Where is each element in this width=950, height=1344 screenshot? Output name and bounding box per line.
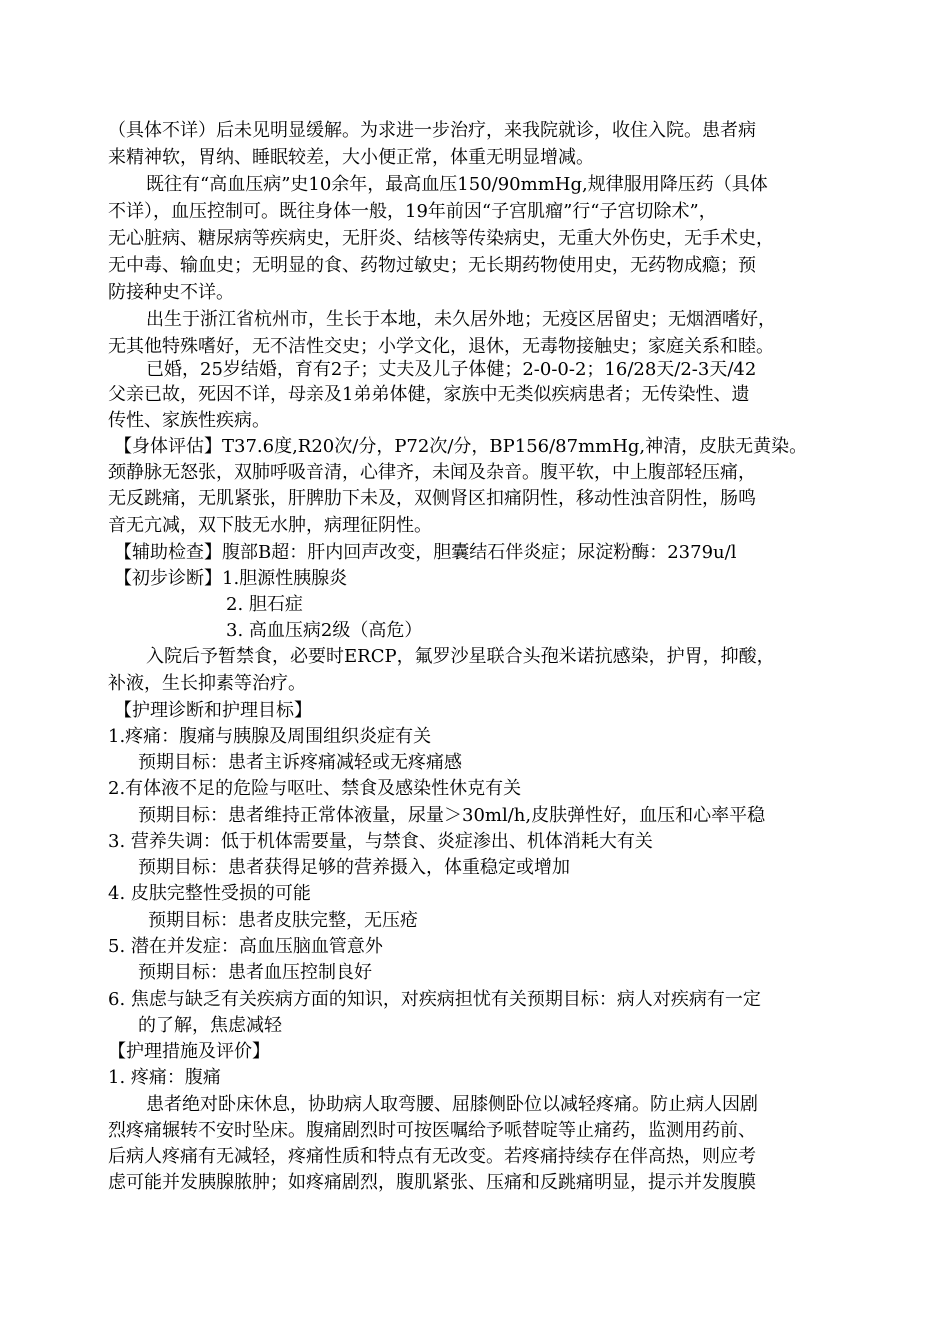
list-item: 6. 焦虑与缺乏有关疾病方面的知识，对疾病担忧有关预期目标：病人对疾病有一定: [108, 989, 761, 1010]
list-item: 1.疼痛：腹痛与胰腺及周围组织炎症有关: [108, 726, 432, 747]
list-item: 1. 疼痛：腹痛: [108, 1067, 221, 1088]
text-line: 传性、家族性疾病。: [108, 410, 270, 431]
text-line: 患者绝对卧床休息，协助病人取弯腰、屈膝侧卧位以减轻疼痛。防止病人因剧: [146, 1094, 758, 1115]
goal-line: 预期目标：患者主诉疼痛减轻或无疼痛感: [138, 752, 462, 773]
goal-line: 预期目标：患者血压控制良好: [138, 962, 372, 983]
goal-line: 预期目标：患者维持正常体液量，尿量＞30ml/h,皮肤弹性好，血压和心率平稳: [138, 805, 766, 826]
text-line: 无其他特殊嗜好，无不洁性交史；小学文化，退休，无毒物接触史；家庭关系和睦。: [108, 336, 774, 357]
text-line: 后病人疼痛有无减轻，疼痛性质和特点有无改变。若疼痛持续存在伴高热，则应考: [108, 1146, 756, 1167]
text-line: 无中毒、输血史；无明显的食、药物过敏史；无长期药物使用史，无药物成瘾；预: [108, 255, 756, 276]
text-line: 既往有“高血压病”史10余年，最高血压150/90mmHg,规律服用降压药（具体: [146, 174, 768, 195]
text-line: 烈疼痛辗转不安时坠床。腹痛剧烈时可按医嘱给予哌替啶等止痛药，监测用药前、: [108, 1120, 756, 1141]
goal-line: 预期目标：患者皮肤完整，无压疮: [148, 910, 418, 931]
section-heading-nursing-diagnosis: 【护理诊断和护理目标】: [114, 700, 312, 721]
text-line: 无反跳痛，无肌紧张，肝脾肋下未及，双侧肾区扣痛阴性，移动性浊音阴性，肠鸣: [108, 488, 756, 509]
text-line: 虑可能并发胰腺脓肿；如疼痛剧烈，腹肌紧张、压痛和反跳痛明显，提示并发腹膜: [108, 1172, 756, 1193]
diagnosis-item: 3. 高血压病2级（高危）: [226, 620, 423, 641]
section-heading-auxiliary-exam: 【辅助检查】腹部B超：肝内回声改变，胆囊结石伴炎症；尿淀粉酶：2379u/l: [114, 542, 737, 563]
text-line: 来精神软，胃纳、睡眠较差，大小便正常，体重无明显增减。: [108, 147, 594, 168]
list-item: 3. 营养失调：低于机体需要量，与禁食、炎症渗出、机体消耗大有关: [108, 831, 653, 852]
text-line: 防接种史不详。: [108, 282, 234, 303]
text-line: 入院后予暂禁食，必要时ERCP，氟罗沙星联合头孢米诺抗感染，护胃，抑酸，: [146, 646, 775, 667]
text-line: 不详），血压控制可。既往身体一般，19年前因“子宫肌瘤”行“子宫切除术”，: [108, 201, 717, 222]
text-line: 的了解，焦虑减轻: [138, 1015, 282, 1036]
text-line: 补液，生长抑素等治疗。: [108, 673, 306, 694]
text-line: 父亲已故，死因不详，母亲及1弟弟体健，家族中无类似疾病患者；无传染性、遗: [108, 384, 750, 405]
section-heading-preliminary-diagnosis: 【初步诊断】1.胆源性胰腺炎: [114, 568, 348, 589]
section-heading-nursing-measures: 【护理措施及评价】: [108, 1041, 270, 1062]
text-line: 音无亢减，双下肢无水肿，病理征阴性。: [108, 515, 432, 536]
text-line: （具体不详）后未见明显缓解。为求进一步治疗，来我院就诊，收住入院。患者病: [108, 120, 756, 141]
list-item: 5. 潜在并发症：高血压脑血管意外: [108, 936, 383, 957]
text-line: 无心脏病、糖尿病等疾病史，无肝炎、结核等传染病史，无重大外伤史，无手术史，: [108, 228, 774, 249]
text-line: 已婚，25岁结婚，育有2子；丈夫及儿子体健；2-0-0-2；16/28天/2-3天/42: [146, 359, 757, 380]
list-item: 2.有体液不足的危险与呕吐、禁食及感染性休克有关: [108, 778, 522, 799]
diagnosis-item: 2. 胆石症: [226, 594, 303, 615]
text-line: 出生于浙江省杭州市，生长于本地，未久居外地；无疫区居留史；无烟酒嗜好，: [146, 309, 776, 330]
text-line: 颈静脉无怒张，双肺呼吸音清，心律齐，未闻及杂音。腹平软，中上腹部轻压痛，: [108, 462, 756, 483]
section-heading-physical-assessment: 【身体评估】T37.6度,R20次/分，P72次/分，BP156/87mmHg,神清，皮肤无黄染。: [114, 436, 808, 457]
goal-line: 预期目标：患者获得足够的营养摄入，体重稳定或增加: [138, 857, 570, 878]
list-item: 4. 皮肤完整性受损的可能: [108, 883, 311, 904]
